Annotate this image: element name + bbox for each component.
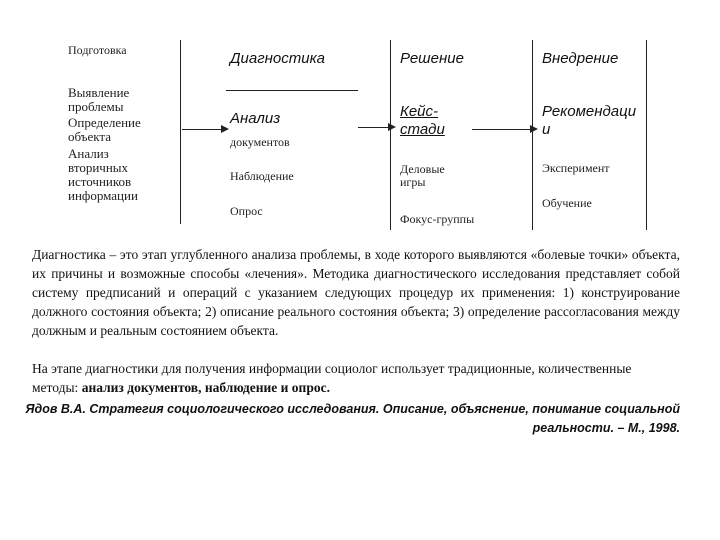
preparation-item-object: Определение объекта bbox=[68, 115, 141, 144]
citation: Ядов В.А. Стратегия социологического исследования. Описание, объяснение, понимание социальной реальности. – М., 1998. bbox=[25, 402, 680, 435]
column-divider-2 bbox=[390, 40, 391, 230]
arrow-3-head bbox=[530, 125, 538, 133]
body-paragraph-2 bbox=[32, 359, 680, 397]
arrow-3-line bbox=[472, 129, 532, 130]
body-paragraph-2-lead: На этапе диагностики для получения информации социолог использует традиционные, количественные методы: bbox=[32, 361, 632, 395]
preparation-item-sources: Анализ вторичных источников информации bbox=[68, 146, 138, 203]
solution-item-focus-groups: Фокус-группы bbox=[400, 212, 475, 226]
diagnostics-item-documents: документов bbox=[230, 135, 290, 149]
column-divider-4 bbox=[646, 40, 647, 230]
arrow-2-line bbox=[358, 127, 390, 128]
arrow-1-line bbox=[182, 129, 222, 130]
preparation-item-problem: Выявление проблемы bbox=[68, 85, 130, 114]
solution-title: Решение bbox=[400, 50, 464, 67]
diagnostics-underline bbox=[226, 90, 358, 91]
arrow-2-head bbox=[388, 123, 396, 131]
solution-item-games: Деловые игры bbox=[400, 162, 445, 189]
column-divider-1 bbox=[180, 40, 181, 224]
implementation-item-experiment: Эксперимент bbox=[542, 161, 610, 175]
diagnostics-main: Анализ bbox=[230, 110, 281, 127]
diagnostics-item-survey: Опрос bbox=[230, 204, 263, 218]
arrow-1-head bbox=[221, 125, 229, 133]
body-paragraph-2-methods: анализ документов, наблюдение и опрос. bbox=[81, 380, 330, 395]
implementation-main: Рекомендации bbox=[542, 103, 637, 138]
implementation-item-training: Обучение bbox=[542, 196, 592, 210]
column-divider-3 bbox=[532, 40, 533, 230]
diagnostics-title: Диагностика bbox=[230, 50, 326, 67]
solution-main: Кейс-стади bbox=[400, 103, 445, 138]
body-paragraph-1: Диагностика – это этап углубленного анализа проблемы, в ходе которого выявляются «болевые точки» объекта, их причины и возможные способы «лечения». Методика диагностического исследования представляет собой систему предписаний и операций с указанием следующих процедур их применения: 1) конструирование должного состояния объекта; 2) описание реального состояния объекта; 3) определение рассогласования между должным и реальным состоянием объекта. bbox=[32, 247, 680, 338]
implementation-title: Внедрение bbox=[542, 50, 619, 67]
preparation-title: Подготовка bbox=[68, 43, 127, 57]
diagnostics-item-observation: Наблюдение bbox=[230, 169, 294, 183]
